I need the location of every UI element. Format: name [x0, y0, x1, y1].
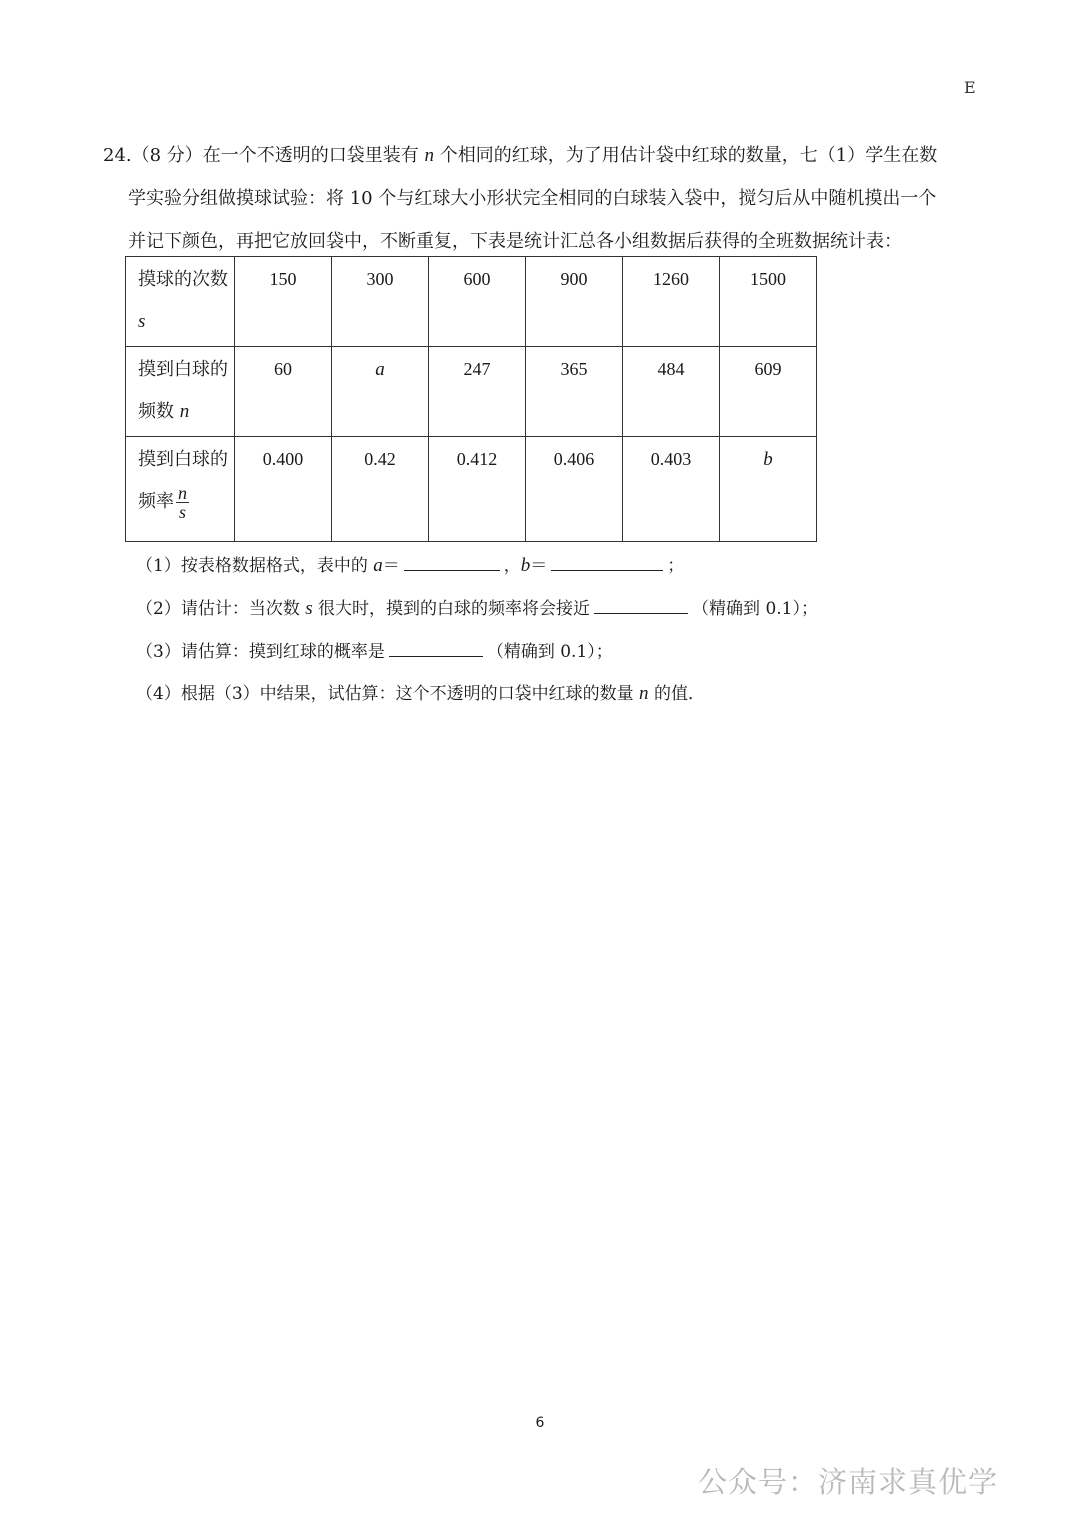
table-cell: 150: [235, 257, 332, 347]
sub-questions: [136, 548, 818, 720]
table-cell: 600: [429, 257, 526, 347]
table-cell: 365: [526, 347, 623, 437]
question-3: （3）请估算：摸到红球的概率是 （精确到 0.1）；: [136, 634, 818, 677]
row-header: 摸到白球的频率 $\frac{n}{s}$: [126, 437, 235, 542]
question-1: （1）按表格数据格式，表中的 a＝ ，b＝ ；: [136, 548, 818, 591]
answer-blank-2[interactable]: [594, 591, 688, 614]
page-number: 6: [535, 1415, 545, 1431]
intro-line-2: 学实验分组做摸球试验：将 10 个与红球大小形状完全相同的白球装入袋中，搅匀后从中随机摸出一个: [128, 188, 937, 209]
data-table: [125, 256, 817, 542]
table-cell: 0.403: [623, 437, 720, 542]
question-4: （4）根据（3）中结果，试估算：这个不透明的口袋中红球的数量 n 的值．: [136, 683, 705, 704]
answer-blank-3[interactable]: [389, 634, 483, 657]
fraction-n-over-s: $\frac{n}{s}$: [178, 482, 187, 522]
intro-line-1: 24.（8 分）在一个不透明的口袋里装有 n 个相同的红球，为了用估计袋中红球的数量，七（1）学生在数: [103, 145, 938, 166]
row-header: 摸球的次数 s: [126, 257, 235, 347]
watermark: 公众号：济南求真优学: [698, 1465, 999, 1499]
question-2: （2）请估计：当次数 s 很大时，摸到的白球的频率将会接近 （精确到 0.1）；: [136, 591, 818, 634]
intro-line-3: 并记下颜色，再把它放回袋中，不断重复，下表是统计汇总各小组数据后获得的全班数据统计表：: [128, 231, 902, 252]
answer-blank-a[interactable]: [404, 548, 500, 571]
table-row: [126, 437, 817, 542]
table-cell: a: [332, 347, 429, 437]
table-cell: 1260: [623, 257, 720, 347]
table-cell: 0.412: [429, 437, 526, 542]
row-header: 摸到白球的频数 n: [126, 347, 235, 437]
table-row: [126, 257, 817, 347]
table-cell: 484: [623, 347, 720, 437]
table-cell: b: [720, 437, 817, 542]
corner-mark: E: [964, 78, 976, 97]
table-cell: 247: [429, 347, 526, 437]
table-row: [126, 347, 817, 437]
table-cell: 609: [720, 347, 817, 437]
table-cell: 60: [235, 347, 332, 437]
table-cell: 300: [332, 257, 429, 347]
table-cell: 1500: [720, 257, 817, 347]
problem-intro: [103, 134, 983, 263]
answer-blank-b[interactable]: [551, 548, 663, 571]
table-cell: 900: [526, 257, 623, 347]
table-cell: 0.400: [235, 437, 332, 542]
table-cell: 0.406: [526, 437, 623, 542]
table-cell: 0.42: [332, 437, 429, 542]
